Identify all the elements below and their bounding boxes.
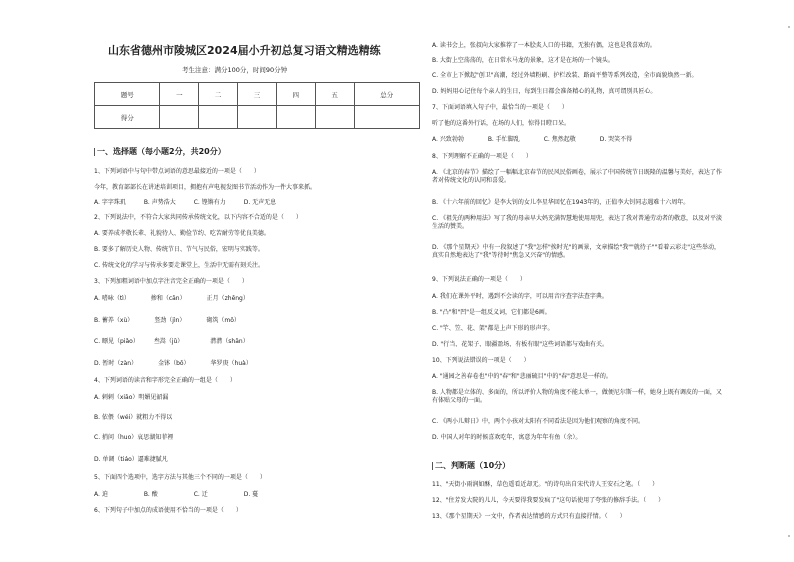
question-line: 1、下列词语中与句中带点词语的意思最接近的一项是（ ） xyxy=(94,168,260,175)
question-line: 4、下列词语的读音和字形完全正确的一组是（ ） xyxy=(94,377,236,384)
question-line: B. 依偎（wéi）就粗力不得以 xyxy=(94,414,173,421)
score-cell[interactable] xyxy=(238,106,277,129)
question-line: 5、下面四个选项中，选字方法与其他三个不同的一项是（ ） xyxy=(94,474,266,481)
question-line: B. 人物都是立体的、多面的，所以评价人物的角度不能太单一，做便尼尔斯一样，她身上既有调皮的一面，又有体贴父母的一面。 xyxy=(432,389,722,404)
question-line: 9、下列说法正确的一项是（ ） xyxy=(432,276,526,283)
question-line: 3、下列加粗词语中加点字注音完全正确的一项是（ ） xyxy=(94,278,248,285)
score-value-row xyxy=(95,106,420,129)
page-title: 山东省德州市陵城区2024届小升初总复习语文精选精练 xyxy=(108,44,381,57)
score-row-label: 得分 xyxy=(95,106,160,129)
score-cell[interactable] xyxy=(315,106,354,129)
question-line: A. 兴致勃勃 B. 手忙脚乱 C. 焦然起敬 D. 哭笑不得 xyxy=(432,136,633,143)
question-line: 13、《那个星期天》一文中，作者表达情感的方式只有直接抒情。（ ） xyxy=(432,513,626,520)
score-cell[interactable] xyxy=(160,106,199,129)
score-header-cell: 四 xyxy=(276,83,315,106)
question-line: A. 读书会上，张叔向大家推荐了一本脍炙人口的书籍，无独有偶，这也是我喜欢的。 xyxy=(432,42,656,49)
question-line: A. "通园之善春卷也"中的"春"和"悲丽硫目"中的"春"意思是一样的。 xyxy=(432,373,612,380)
question-line: C. 《祖先的两种用法》写了我的母亲早大妈充满智慧地使用用兜，表达了我对普通劳动者的敬意，以及对平淡生活的赞美。 xyxy=(432,215,723,230)
section-marker xyxy=(432,462,433,470)
question-line: B. 大街上空荡荡的，在日常水马龙的景象，这才是在场的一个镜头。 xyxy=(432,57,614,64)
question-line: B. 要多了解历史人物、传统节日、节气与民俗，宏明与实践等。 xyxy=(94,246,264,253)
question-line: 听了他的这番外行话，在场的人们，惊得目瞪口呆。 xyxy=(432,120,571,127)
question-line: B. "凸"和"凹"是一组反义词，它们都是6画。 xyxy=(432,309,551,316)
score-cell[interactable] xyxy=(276,106,315,129)
question-line: C. 全市上下掀起"创卫"高潮，经过外墙粉刷、护栏改装、路面平整等系列改造，全市面貌焕然一新。 xyxy=(432,72,698,79)
question-line: A. 要养成孝敬长辈、礼貌待人、勤俭节约、吃苦耐劳等优良美德。 xyxy=(94,230,270,237)
question-line: D. 中国人对年的时候喜欢吃年，寓意为年年有鱼（余）。 xyxy=(432,434,582,441)
question-line: A. 字字珠玑 B. 声势浩大 C. 铿锵有力 D. 无声无息 xyxy=(94,199,277,206)
question-line: 8、下列理解不正确的一项是（ ） xyxy=(432,153,532,160)
question-line: 7、下面词语填入句子中，最恰当的一项是（ ） xyxy=(432,104,568,111)
question-line: 6、下列句子中加点的成语使用不恰当的一项是（ ） xyxy=(94,507,242,514)
question-line: B. 《十六年前的回忆》是李大钊的女儿李星华回忆在1943年的，正值李大钊同志遇难十六周年。 xyxy=(432,199,690,206)
question-line: C. 传统文化的学习与传承多要走课堂上，生活中无需有刻关注。 xyxy=(94,262,265,269)
question-line: 2、下列说法中，不符合大家共同传承传统文化，以下内容不合适的是（ ） xyxy=(94,214,302,221)
score-header-cell: 二 xyxy=(199,83,238,106)
margin-dot xyxy=(788,26,790,28)
question-line: D. 单调（tiáo）逼难捷腻凡 xyxy=(94,456,168,463)
score-header-cell: 一 xyxy=(160,83,199,106)
section-marker xyxy=(94,148,95,156)
question-line: D. 妈妈用心记住每个亲人的生日，每到生日都会准备精心的礼物，真可谓别具匠心。 xyxy=(432,88,657,95)
question-line: A. 《北京的春节》描绘了一幅幅北京春节的民风民俗画卷，展示了中国传统节日既隆的温馨与美好，表达了作者对传统文化的认同和喜爱。 xyxy=(432,169,722,184)
exam-note: 考生注意：满分100分，时间90分钟 xyxy=(182,66,288,74)
question-line: A. 嗜咏（tì） 掺和（cān） 正月（zhēng） xyxy=(94,295,249,302)
score-header-cell: 总分 xyxy=(354,83,419,106)
question-line: C. 捎问（huo）哀思湖知菲裡 xyxy=(94,434,174,441)
question-line: D. 暂时（zàn） 金钵（bō） 华罗庚（huà） xyxy=(94,360,252,367)
question-line: 今年，教育部部长在讲述培训项目，拥抱有声电视发图书节活动作为一件大事来抓。 xyxy=(94,184,317,191)
question-line: 12、"住芳发大院的儿儿，今天要得我要发疯了"这句话使用了夸张的修辞手法。（ ） xyxy=(432,497,665,504)
question-line: A. 我们在课外平时，遇到不会读的字，可以用音序查字法查字典。 xyxy=(432,293,608,300)
margin-dot xyxy=(788,535,790,537)
question-line: A. 迫 B. 酸 C. 迁 D. 蔓 xyxy=(94,491,259,498)
score-header-row xyxy=(95,83,420,106)
score-header-cell: 五 xyxy=(315,83,354,106)
question-line: C. 《两小儿辩日》中，两个小孩对太阳有不同看法是因为他们观察的角度不同。 xyxy=(432,418,645,425)
score-cell[interactable] xyxy=(354,106,419,129)
section-heading-judgement: 二、判断题（10分） xyxy=(435,461,511,470)
question-line: B. 蓄养（xù） 竖劲（jìn） 砌筑（mō） xyxy=(94,317,240,324)
score-table xyxy=(94,82,420,129)
question-line: A. 刺刺（xiāo）明媚见韶漏 xyxy=(94,394,169,401)
score-header-cell: 题号 xyxy=(95,83,160,106)
question-line: D. "行当、花架子、眼疆盈场、有板有眼"这些词语都与戏曲有关。 xyxy=(432,341,608,348)
question-line: 11、"天街小雨润如酥，草色遥看近却无。"的诗句出自宋代诗人王安石之笔。（ ） xyxy=(432,481,659,488)
score-header-cell: 三 xyxy=(238,83,277,106)
question-line: C. "竿、笠、花、架"都是上声下形的形声字。 xyxy=(432,325,554,332)
question-line: 10、下列说法错误的一项是（ ） xyxy=(432,357,530,364)
question-line: D. 《那个星期天》中有一段叙述了"我"怎样"挨时光"的画景，文章描绘"我""就待子""看着云彩走"这些举动，真实自然地表达了"我"等待时"焦急又兴奋"的情感。 xyxy=(432,244,721,259)
score-cell[interactable] xyxy=(199,106,238,129)
section-heading-choice: 一、选择题（每小题2分，共20分） xyxy=(97,147,226,156)
question-line: C. 瞟见（piǎo） 叁嵩（jǔ） 潸潸（shān） xyxy=(94,338,249,345)
